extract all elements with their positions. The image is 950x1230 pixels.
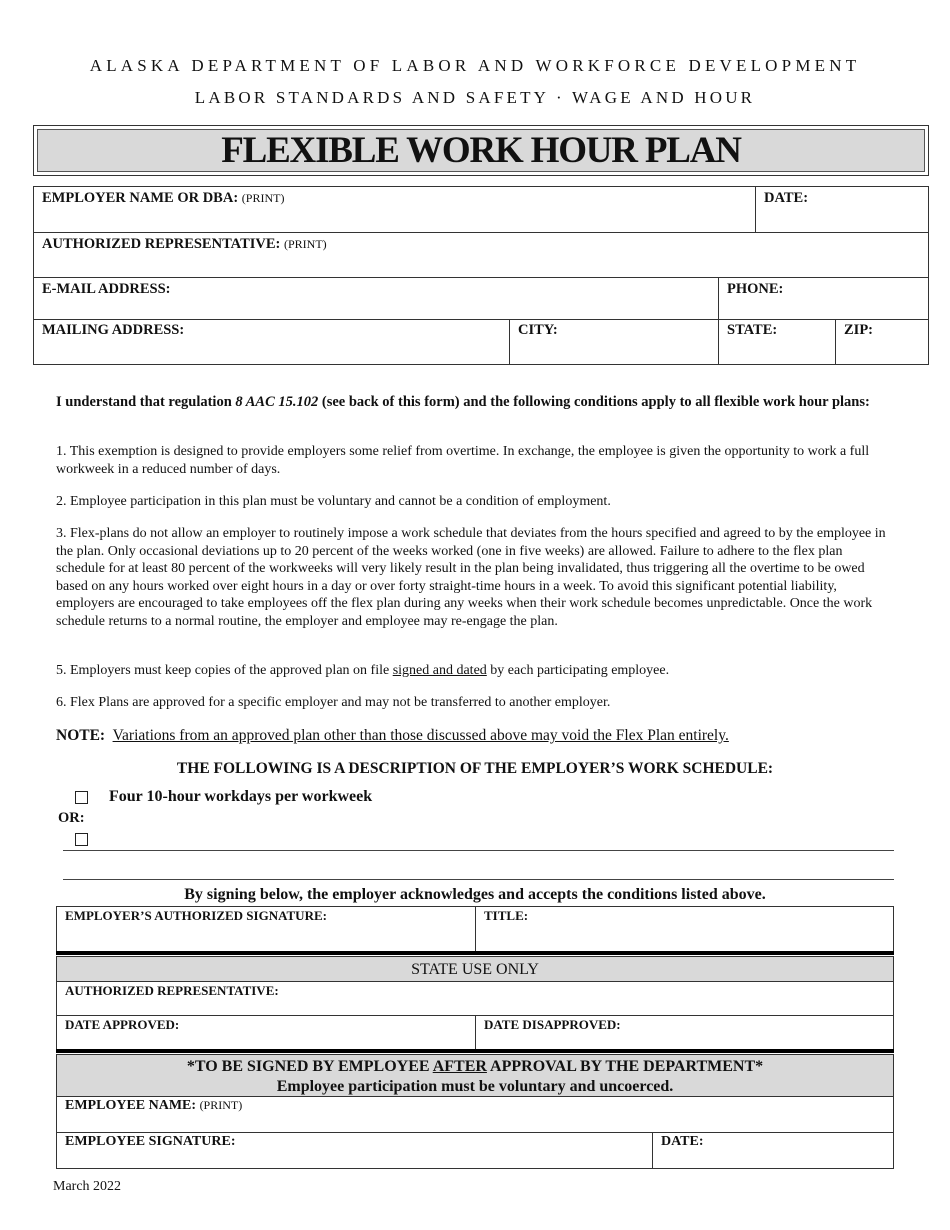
email-field[interactable] xyxy=(33,277,719,320)
state-auth-rep-field[interactable] xyxy=(56,981,894,1016)
city-label: CITY: xyxy=(518,322,558,338)
condition-6: 6. Flex Plans are approved for a specific employer and may not be transferred to another employer. xyxy=(56,695,611,710)
employee-date-label: DATE: xyxy=(661,1134,704,1149)
date-label: DATE: xyxy=(764,190,809,206)
agency-name: ALASKA DEPARTMENT OF LABOR AND WORKFORCE DEVELOPMENT xyxy=(89,56,861,75)
four-10-hour-option-label: Four 10-hour workdays per workweek xyxy=(109,788,373,805)
employer-signature-label: EMPLOYER’S AUTHORIZED SIGNATURE: xyxy=(65,908,327,923)
note xyxy=(56,726,888,745)
authorized-rep-field[interactable] xyxy=(33,232,929,278)
schedule-heading: THE FOLLOWING IS A DESCRIPTION OF THE EMPLOYER’S WORK SCHEDULE: xyxy=(176,760,774,777)
employee-date-field[interactable] xyxy=(652,1132,894,1169)
note-label: NOTE: xyxy=(56,727,106,744)
date-disapproved-label: DATE DISAPPROVED: xyxy=(484,1017,621,1032)
title-label: TITLE: xyxy=(484,908,529,923)
condition-2: 2. Employee participation in this plan must be voluntary and cannot be a condition of employment. xyxy=(56,494,611,509)
mailing-address-field[interactable] xyxy=(33,319,510,365)
employee-subheading: Employee participation must be voluntary and uncoerced. xyxy=(276,1078,674,1095)
employee-name-label: EMPLOYEE NAME: xyxy=(65,1098,197,1113)
condition-5: 5. Employers must keep copies of the approved plan on file signed and dated by each participating employee. xyxy=(56,663,670,678)
other-schedule-line-2[interactable] xyxy=(63,879,894,880)
regulation-reference: 8 AAC 15.102 xyxy=(235,394,319,410)
date-approved-field[interactable] xyxy=(56,1015,476,1050)
authorized-rep-label: AUTHORIZED REPRESENTATIVE: xyxy=(42,236,281,252)
print-note: (PRINT) xyxy=(199,1098,243,1112)
date-approved-label: DATE APPROVED: xyxy=(65,1017,180,1032)
other-schedule-line-1[interactable] xyxy=(63,850,894,851)
employee-name-field[interactable] xyxy=(56,1096,894,1133)
state-label: STATE: xyxy=(727,322,778,338)
condition-3: 3. Flex-plans do not allow an employer to routinely impose a work schedule that deviates from the hours specified and agreed to by the employee in the plan. Only occasional deviations up to 20 percent of the weeks worked (one in five weeks) are allowed. Failure to adhere to the flex plan schedule for at least 80 percent of the workweeks will very likely result in the plan being invalidated, thus triggering all the overtime to be owed based on any hours worked over eight hours in a day or over forty straight-time hours in a week. To avoid this significant potential liability, employers are encouraged to take employees off the flex plan during any weeks when their work schedule becomes unpredictable. Once the work schedule returns to a normal routine, the employer and employee may re-engage the plan. xyxy=(56,526,886,629)
employee-signature-label: EMPLOYEE SIGNATURE: xyxy=(65,1134,236,1149)
phone-field[interactable] xyxy=(718,277,929,320)
condition-1: 1. This exemption is designed to provide employers some relief from overtime. In exchange, the employee is given the opportunity to work a full workweek in a reduced number of days. xyxy=(56,444,870,477)
employer-name-field[interactable] xyxy=(33,186,756,233)
section-divider xyxy=(56,1049,894,1053)
state-auth-rep-label: AUTHORIZED REPRESENTATIVE: xyxy=(65,983,279,998)
print-note: (PRINT) xyxy=(283,237,327,251)
division-name: LABOR STANDARDS AND SAFETY · WAGE AND HOUR xyxy=(194,88,756,107)
revision-date: March 2022 xyxy=(53,1179,122,1194)
intro-paragraph: I understand that regulation 8 AAC 15.102 (see back of this form) and the following conditions apply to all flexible work hour plans: xyxy=(56,394,870,410)
employee-section-heading: *TO BE SIGNED BY EMPLOYEE AFTER APPROVAL BY THE DEPARTMENT* Employee participation must be voluntary and uncoerced. xyxy=(56,1054,894,1097)
print-note: (PRINT) xyxy=(241,191,285,205)
acknowledgement-text: By signing below, the employer acknowledges and accepts the conditions listed above. xyxy=(184,886,766,903)
zip-field[interactable] xyxy=(835,319,929,365)
date-field[interactable] xyxy=(755,186,929,233)
email-label: E-MAIL ADDRESS: xyxy=(42,281,171,297)
mailing-address-label: MAILING ADDRESS: xyxy=(42,322,185,338)
employer-signature-field[interactable] xyxy=(56,906,476,952)
phone-label: PHONE: xyxy=(727,281,784,297)
employer-name-label: EMPLOYER NAME OR DBA: xyxy=(42,190,239,206)
employee-signature-field[interactable] xyxy=(56,1132,653,1169)
section-divider xyxy=(56,951,894,955)
zip-label: ZIP: xyxy=(844,322,873,338)
date-disapproved-field[interactable] xyxy=(475,1015,894,1050)
form-title: FLEXIBLE WORK HOUR PLAN xyxy=(37,129,925,172)
form-title-box xyxy=(33,125,929,176)
state-use-heading: STATE USE ONLY xyxy=(56,956,894,982)
four-10-hour-checkbox[interactable] xyxy=(75,791,88,804)
state-field[interactable] xyxy=(718,319,836,365)
or-label: OR: xyxy=(58,810,85,826)
title-field[interactable] xyxy=(475,906,894,952)
note-text: Variations from an approved plan other than those discussed above may void the Flex Plan entirely. xyxy=(112,727,729,744)
city-field[interactable] xyxy=(509,319,719,365)
other-schedule-checkbox[interactable] xyxy=(75,833,88,846)
